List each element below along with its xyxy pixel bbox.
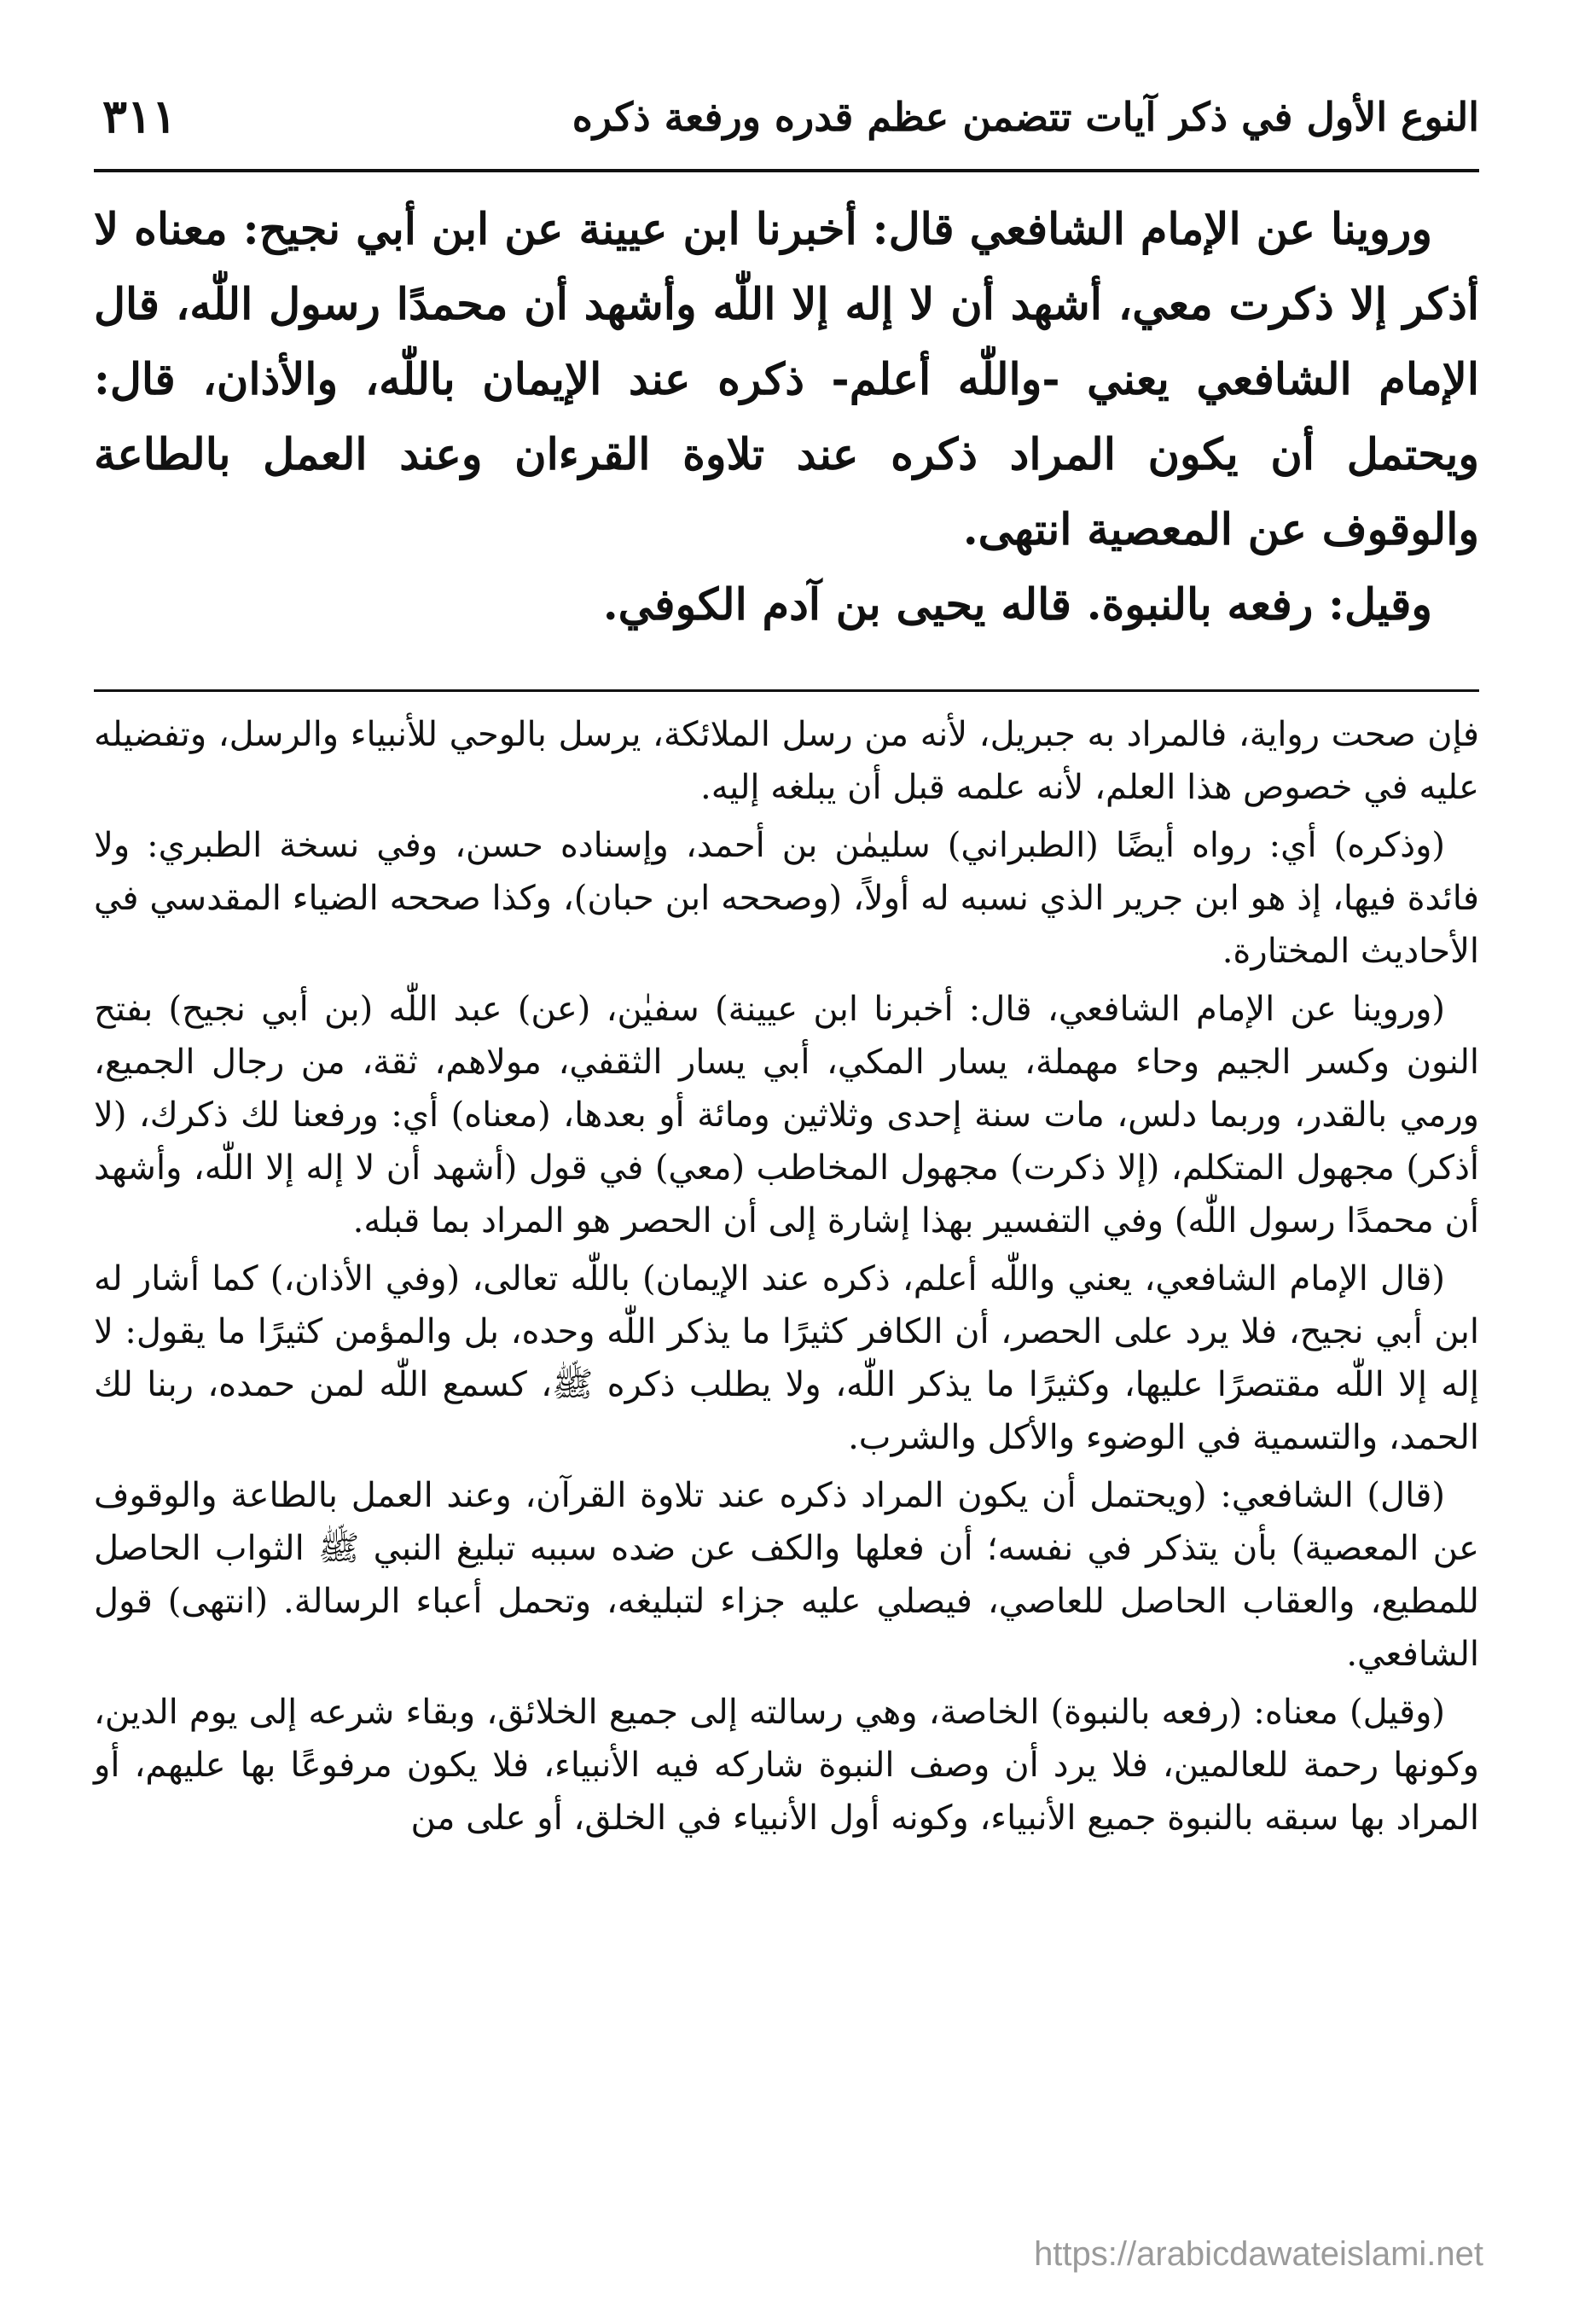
commentary-divider (94, 689, 1479, 692)
watermark-url: https://arabicdawateislami.net (1034, 2235, 1483, 2273)
page-number: ٣١١ (102, 89, 177, 143)
running-title: النوع الأول في ذكر آيات تتضمن عظم قدره ورفعة ذكره (572, 94, 1479, 140)
main-text-paragraph: وقيل: رفعه بالنبوة. قاله يحيى بن آدم الكوفي. (602, 579, 1432, 630)
header-divider (94, 169, 1479, 172)
page-header (94, 85, 1479, 162)
commentary-paragraph: (وقيل) معناه: (رفعه بالنبوة) الخاصة، وهي رسالته إلى جميع الخلائق، وبقاء شرعه إلى يوم الدين، وكونها رحمة للعالمين، فلا يرد أن وصف النبوة شاركه فيه الأنبياء، فلا يكون مرفوعًا بها عليهم، أو المراد بها سبقه بالنبوة جميع الأنبياء، وكونه أول الأنبياء في الخلق، أو على من (94, 1693, 1479, 1838)
main-text (94, 192, 1479, 642)
commentary-text (94, 708, 1479, 1850)
commentary-paragraph: فإن صحت رواية، فالمراد به جبريل، لأنه من رسل الملائكة، يرسل بالوحي للأنبياء والرسل، وتفضيله عليه في خصوص هذا العلم، لأنه علمه قبل أن يبلغه إليه. (94, 715, 1479, 807)
main-text-paragraph: وروينا عن الإمام الشافعي قال: أخبرنا ابن عيينة عن ابن أبي نجيح: معناه لا أذكر إلا ذكرت معي، أشهد أن لا إله إلا اللّٰه وأشهد أن محمدًا رسول اللّٰه، قال الإمام الشافعي يعني -واللّٰه أعلم- ذكره عند الإيمان باللّٰه، والأذان، قال: ويحتمل أن يكون المراد ذكره عند تلاوة القرءان وعند العمل بالطاعة والوقوف عن المعصية انتهى. (94, 204, 1479, 555)
commentary-paragraph: (قال) الشافعي: (ويحتمل أن يكون المراد ذكره عند تلاوة القرآن، وعند العمل بالطاعة والوقوف عن المعصية) بأن يتذكر في نفسه؛ أن فعلها والكف عن ضده سببه تبليغ النبي ﷺ الثواب الحاصل للمطيع، والعقاب الحاصل للعاصي، فيصلي عليه جزاء لتبليغه، وتحمل أعباء الرسالة. (انتهى) قول الشافعي. (94, 1476, 1479, 1674)
commentary-paragraph: (وذكره) أي: رواه أيضًا (الطبراني) سليمٰن بن أحمد، وإسناده حسن، وفي نسخة الطبري: ولا فائدة فيها، إذ هو ابن جرير الذي نسبه له أولاً، (وصححه ابن حبان)، وكذا صححه الضياء المقدسي في الأحاديث المختارة. (94, 826, 1479, 971)
commentary-paragraph: (وروينا عن الإمام الشافعي، قال: أخبرنا ابن عيينة) سفيٰن، (عن) عبد اللّٰه (بن أبي نجيح) بفتح النون وكسر الجيم وحاء مهملة، يسار المكي، أبي يسار الثقفي، مولاهم، ثقة، من رجال الجميع، ورمي بالقدر، وربما دلس، مات سنة إحدى وثلاثين ومائة أو بعدها، (معناه) أي: ورفعنا لك ذكرك، (لا أذكر) مجهول المتكلم، (إلا ذكرت) مجهول المخاطب (معي) في قول (أشهد أن لا إله إلا اللّٰه، وأشهد أن محمدًا رسول اللّٰه) وفي التفسير بهذا إشارة إلى أن الحصر هو المراد بما قبله. (94, 990, 1480, 1240)
commentary-paragraph: (قال الإمام الشافعي، يعني واللّٰه أعلم، ذكره عند الإيمان) باللّٰه تعالى، (وفي الأذان،) كما أشار له ابن أبي نجيح، فلا يرد على الحصر، أن الكافر كثيرًا ما يذكر اللّٰه وحده، بل والمؤمن كثيرًا ما يقول: لا إله إلا اللّٰه مقتصرًا عليها، وكثيرًا ما يذكر اللّٰه، ولا يطلب ذكره ﷺ، كسمع اللّٰه لمن حمده، ربنا لك الحمد، والتسمية في الوضوء والأكل والشرب. (94, 1259, 1479, 1457)
